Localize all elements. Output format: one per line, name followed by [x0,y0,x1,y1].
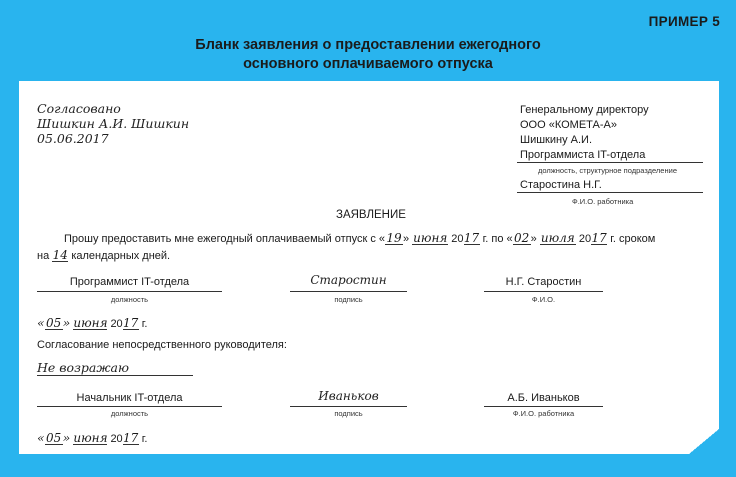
date2-month: июня [73,431,108,445]
approval-date: 05.06.2017 [37,131,109,146]
approval-signature: Шишкин А.И. Шишкин [37,116,190,131]
employee-date: «05» июня 2017 г. [37,315,148,330]
addressee-company: ООО «КОМЕТА-А» [520,119,617,131]
position-caption: должность, структурное подразделение [538,166,677,175]
manager-full-name: А.Б. Иваньков [507,392,580,404]
start-day: 19 [386,231,402,245]
example-badge: ПРИМЕР 5 [648,14,720,29]
manager-resolution: Не возражаю [37,360,130,375]
days-count: 14 [52,248,68,262]
date2-day: 05 [46,431,62,445]
manager-position-line [37,406,222,407]
employee-signature: Старостин [310,273,387,287]
request-line-1: Прошу предоставить мне ежегодный оплачиваемый отпуск с «19» июня 2017 г. по «02» июля 2017 г. сроком [64,231,656,245]
employee-position-line [37,291,222,292]
manager-signature-caption: подпись [334,409,363,418]
form-title: Бланк заявления о предоставлении ежегодного основного оплачиваемого отпуска [195,37,541,72]
position-underline [517,162,703,163]
employee-full-name: Н.Г. Старостин [505,276,582,288]
name-underline [517,192,703,193]
employee-name-line [484,291,603,292]
addressee-name: Шишкину А.И. [520,134,592,146]
manager-approval-heading: Согласование непосредственного руководителя: [37,339,287,351]
manager-date: «05» июня 2017 г. [37,430,148,445]
manager-position-caption: должность [110,409,149,418]
employee-position-caption: должность [110,295,149,304]
start-month: июня [413,231,448,245]
manager-name-line [484,406,603,407]
page-fold-corner [689,429,719,454]
addressee-title: Генеральному директору [520,104,649,116]
end-day: 02 [514,231,530,245]
applicant-position: Программиста IT-отдела [520,149,646,161]
name-caption: Ф.И.О. работника [572,197,634,206]
approval-label: Согласовано [37,101,121,116]
date1-month: июня [73,316,108,330]
document-heading: ЗАЯВЛЕНИЕ [336,209,406,221]
employee-position: Программист IT-отдела [69,276,190,288]
resolution-line [37,375,193,376]
date1-day: 05 [46,316,62,330]
start-year: 17 [463,231,480,245]
employee-name-caption: Ф.И.О. [531,295,556,304]
end-year: 17 [591,231,607,245]
employee-signature-caption: подпись [334,295,363,304]
manager-position: Начальник IT-отдела [76,392,183,404]
request-line-2: на 14 календарных дней. [37,248,171,262]
date1-year: 17 [123,316,139,330]
manager-signature: Иваньков [318,389,379,403]
manager-name-caption: Ф.И.О. работника [512,409,575,418]
manager-signature-line [290,406,407,407]
end-month: июля [540,231,575,245]
employee-signature-line [290,291,407,292]
date2-year: 17 [123,431,139,445]
applicant-name: Старостина Н.Г. [520,179,602,191]
